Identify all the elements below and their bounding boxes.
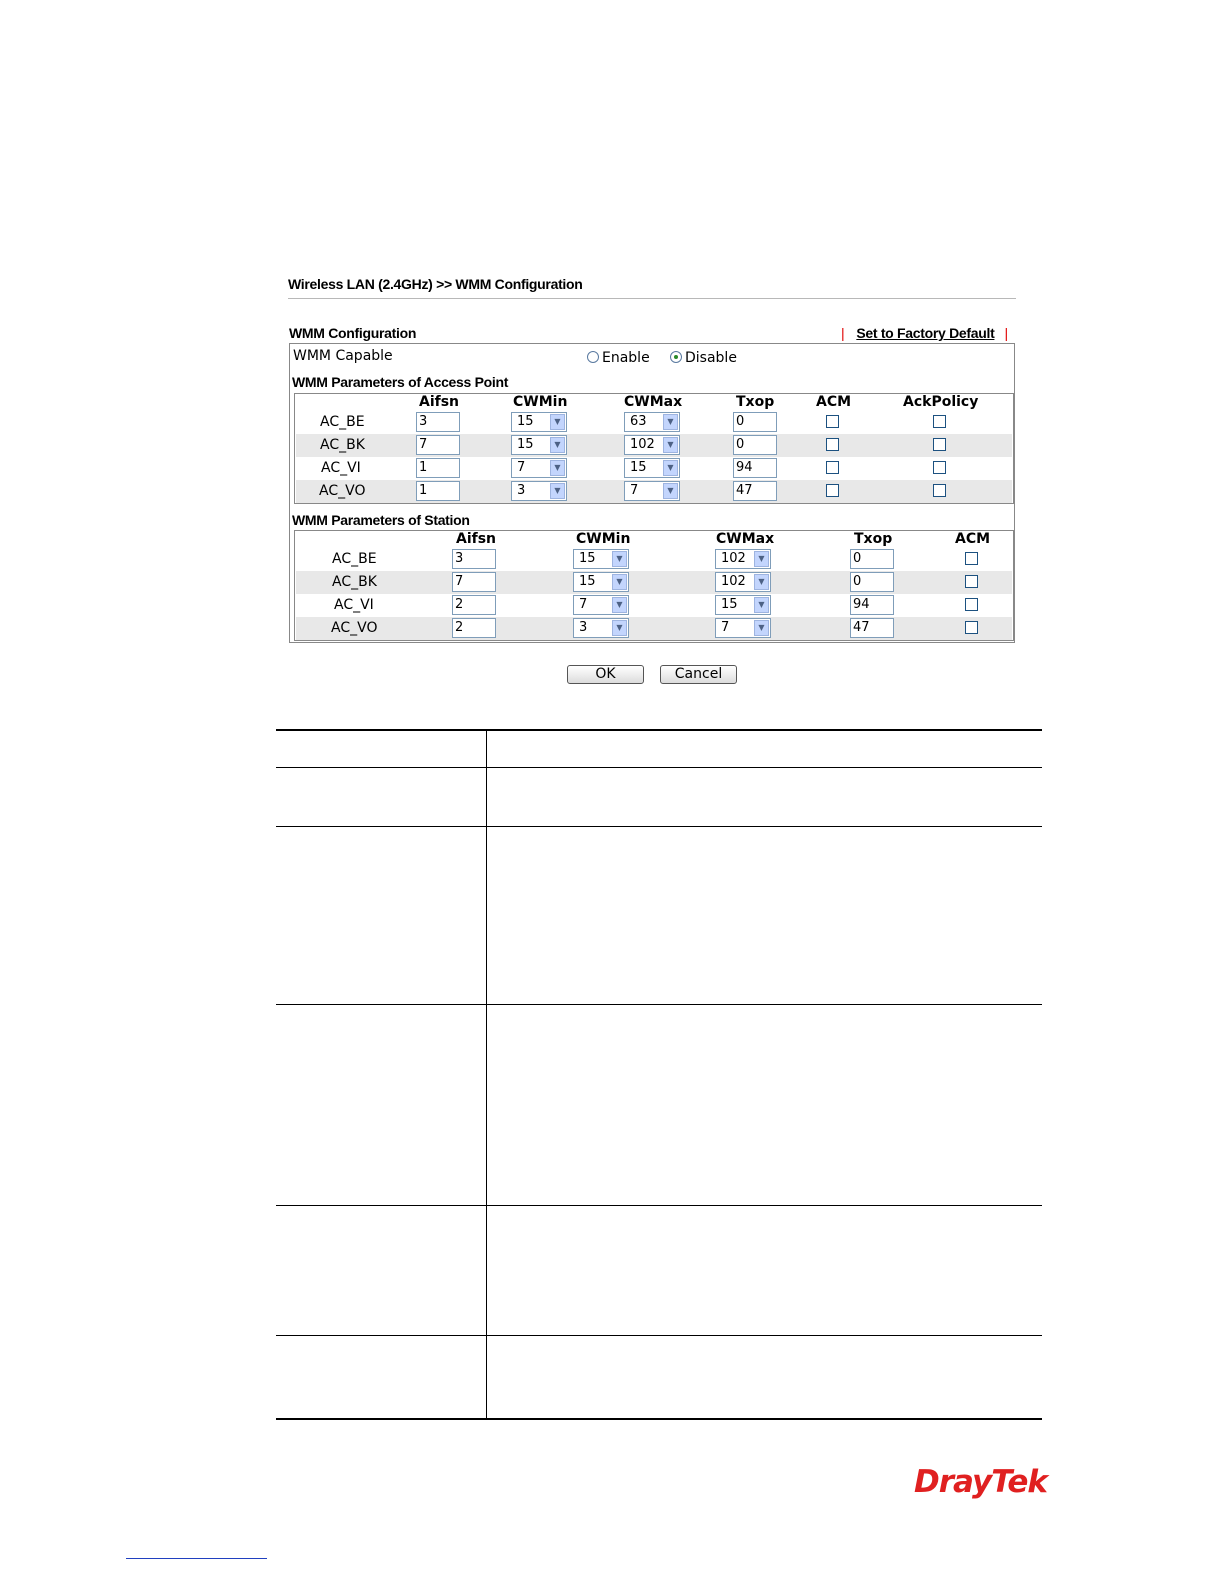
sta-acm-checkbox[interactable] [965,575,978,588]
enable-radio[interactable] [587,351,599,363]
sta-cwmin-select[interactable]: 7 ▼ [573,595,629,615]
ap-acm-checkbox[interactable] [826,438,839,451]
wmm-capable-label: WMM Capable [293,348,393,364]
desc-table-column-divider [486,731,487,1419]
separator-left: | [841,325,845,341]
sta-cwmax-select[interactable]: 7 ▼ [715,618,771,638]
ap-params-table [294,393,1014,504]
page-title: Wireless LAN (2.4GHz) >> WMM Configuration [288,276,583,292]
table-row [296,594,1012,617]
ap-cwmin-select[interactable]: 15 ▼ [511,435,567,455]
chevron-down-icon: ▼ [612,597,627,613]
ap-header-cwmax: CWMax [624,394,683,410]
ap-aifsn-input[interactable]: 7 [416,435,460,455]
sta-acm-checkbox[interactable] [965,621,978,634]
ap-cwmin-select[interactable]: 15 ▼ [511,412,567,432]
chevron-down-icon: ▼ [663,437,678,453]
ap-header-txop: Txop [736,394,775,410]
ok-button[interactable]: OK [567,665,644,684]
ap-row-label: AC_VO [319,483,366,499]
disable-radio[interactable] [670,351,682,363]
table-row [296,548,1012,571]
sta-acm-checkbox[interactable] [965,552,978,565]
chevron-down-icon: ▼ [663,483,678,499]
chevron-down-icon: ▼ [612,620,627,636]
chevron-down-icon: ▼ [550,414,565,430]
title-divider [288,298,1016,299]
ap-ackpolicy-checkbox[interactable] [933,438,946,451]
ap-acm-checkbox[interactable] [826,415,839,428]
ap-cwmax-select[interactable]: 7 ▼ [624,481,680,501]
ap-params-title: WMM Parameters of Access Point [292,374,509,390]
sta-row-label: AC_BK [332,574,377,590]
ap-header-acm: ACM [816,394,852,410]
sta-header-acm: ACM [955,531,991,547]
table-row [296,571,1012,594]
sta-header-aifsn: Aifsn [456,531,497,547]
sta-aifsn-input[interactable]: 7 [452,572,496,592]
chevron-down-icon: ▼ [663,414,678,430]
ap-header-aifsn: Aifsn [419,394,460,410]
ap-ackpolicy-checkbox[interactable] [933,484,946,497]
sta-row-label: AC_VI [334,597,374,613]
ap-cwmin-select[interactable]: 3 ▼ [511,481,567,501]
ap-cwmin-select[interactable]: 7 ▼ [511,458,567,478]
ap-cwmax-select[interactable]: 63 ▼ [624,412,680,432]
chevron-down-icon: ▼ [612,551,627,567]
ap-ackpolicy-checkbox[interactable] [933,415,946,428]
set-factory-default-link[interactable]: Set to Factory Default [856,325,995,341]
ap-txop-input[interactable]: 0 [733,412,777,432]
desc-table-top-rule [276,729,1042,731]
ap-aifsn-input[interactable]: 1 [416,481,460,501]
wmm-config-panel [289,343,1015,643]
disable-option[interactable] [670,350,737,366]
station-params-title: WMM Parameters of Station [292,512,470,528]
sta-row-label: AC_VO [331,620,378,636]
sta-cwmin-select[interactable]: 3 ▼ [573,618,629,638]
ap-cwmax-select[interactable]: 102 ▼ [624,435,680,455]
chevron-down-icon: ▼ [663,460,678,476]
ap-cwmax-select[interactable]: 15 ▼ [624,458,680,478]
sta-aifsn-input[interactable]: 3 [452,549,496,569]
separator-right: | [1004,325,1008,341]
desc-table-row-divider [276,826,1042,827]
sta-txop-input[interactable]: 94 [850,595,894,615]
ap-aifsn-input[interactable]: 1 [416,458,460,478]
sta-header-cwmax: CWMax [716,531,775,547]
sta-aifsn-input[interactable]: 2 [452,618,496,638]
sta-row-label: AC_BE [332,551,377,567]
chevron-down-icon: ▼ [754,620,769,636]
chevron-down-icon: ▼ [612,574,627,590]
ap-header-ackpolicy: AckPolicy [903,394,979,410]
sta-cwmin-select[interactable]: 15 ▼ [573,572,629,592]
chevron-down-icon: ▼ [550,483,565,499]
draytek-logo: DrayTek [914,1464,1047,1500]
ap-txop-input[interactable]: 0 [733,435,777,455]
sta-cwmin-select[interactable]: 15 ▼ [573,549,629,569]
desc-table-row-divider [276,1205,1042,1206]
ap-txop-input[interactable]: 94 [733,458,777,478]
ap-ackpolicy-checkbox[interactable] [933,461,946,474]
chevron-down-icon: ▼ [550,460,565,476]
ap-aifsn-input[interactable]: 3 [416,412,460,432]
enable-label: Enable [602,350,650,366]
enable-option[interactable] [587,350,650,366]
sta-header-txop: Txop [854,531,893,547]
station-params-table [294,530,1014,641]
ap-row-label: AC_BE [320,414,365,430]
sta-cwmax-select[interactable]: 102 ▼ [715,549,771,569]
sta-txop-input[interactable]: 47 [850,618,894,638]
desc-table-row-divider [276,767,1042,768]
ap-acm-checkbox[interactable] [826,484,839,497]
sta-txop-input[interactable]: 0 [850,572,894,592]
cancel-button[interactable]: Cancel [660,665,737,684]
sta-aifsn-input[interactable]: 2 [452,595,496,615]
ap-txop-input[interactable]: 47 [733,481,777,501]
chevron-down-icon: ▼ [754,574,769,590]
chevron-down-icon: ▼ [754,597,769,613]
sta-cwmax-select[interactable]: 102 ▼ [715,572,771,592]
ap-acm-checkbox[interactable] [826,461,839,474]
disable-label: Disable [685,350,737,366]
sta-acm-checkbox[interactable] [965,598,978,611]
chevron-down-icon: ▼ [550,437,565,453]
desc-table-bottom-rule [276,1418,1042,1420]
sta-cwmax-select[interactable]: 15 ▼ [715,595,771,615]
table-row [296,617,1012,640]
ap-header-cwmin: CWMin [513,394,568,410]
section-title: WMM Configuration [289,325,417,341]
desc-table-row-divider [276,1335,1042,1336]
sta-header-cwmin: CWMin [576,531,631,547]
desc-table-row-divider [276,1004,1042,1005]
ap-row-label: AC_BK [320,437,365,453]
sta-txop-input[interactable]: 0 [850,549,894,569]
ap-row-label: AC_VI [321,460,361,476]
chevron-down-icon: ▼ [754,551,769,567]
factory-default-area [841,325,1008,341]
footer-link-underline [126,1558,267,1559]
